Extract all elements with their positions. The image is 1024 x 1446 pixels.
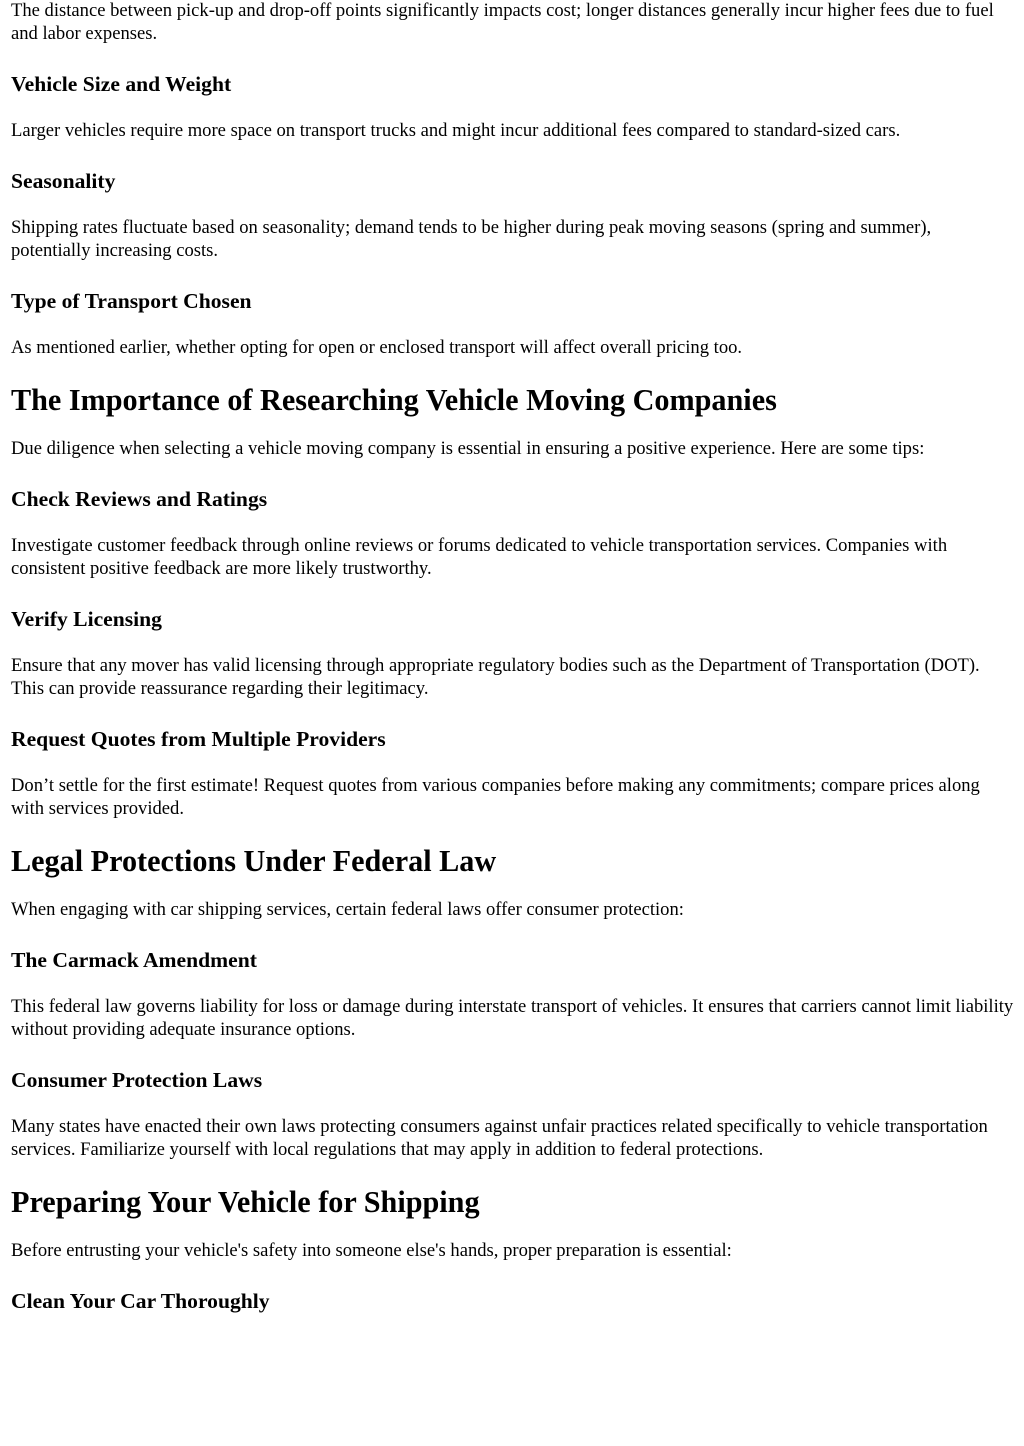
heading-seasonality: Seasonality xyxy=(11,169,116,193)
paragraph-consumer-protection-laws: Many states have enacted their own laws protecting consumers against unfair practices related specifically to vehicle transportation services. Familiarize yourself with local regulations that may apply in addition to federal protections. xyxy=(11,1116,988,1160)
article-body xyxy=(11,0,1015,1315)
paragraph-carmack-amendment: This federal law governs liability for loss or damage during interstate transport of vehicles. It ensures that carriers cannot limit liability without providing adequate insurance options. xyxy=(11,996,1014,1040)
paragraph-check-reviews: Investigate customer feedback through online reviews or forums dedicated to vehicle transportation services. Companies with consistent positive feedback are more likely trustworthy. xyxy=(11,535,948,579)
paragraph-distance: The distance between pick-up and drop-off points significantly impacts cost; longer distances generally incur higher fees due to fuel and labor expenses. xyxy=(11,0,994,44)
heading-consumer-protection-laws: Consumer Protection Laws xyxy=(11,1068,263,1092)
heading-researching-companies: The Importance of Researching Vehicle Moving Companies xyxy=(11,383,777,417)
paragraph-legal-protections: When engaging with car shipping services, certain federal laws offer consumer protection: xyxy=(11,899,684,920)
heading-preparing-vehicle: Preparing Your Vehicle for Shipping xyxy=(11,1185,480,1219)
heading-verify-licensing: Verify Licensing xyxy=(11,607,162,631)
paragraph-seasonality: Shipping rates fluctuate based on seasonality; demand tends to be higher during peak moving seasons (spring and summer), potentially increasing costs. xyxy=(11,217,932,261)
paragraph-request-quotes: Don’t settle for the first estimate! Request quotes from various companies before making any commitments; compare prices along with services provided. xyxy=(11,775,980,819)
heading-vehicle-size-weight: Vehicle Size and Weight xyxy=(11,72,232,96)
paragraph-transport-type: As mentioned earlier, whether opting for open or enclosed transport will affect overall pricing too. xyxy=(11,337,743,358)
heading-transport-type: Type of Transport Chosen xyxy=(11,289,252,313)
heading-carmack-amendment: The Carmack Amendment xyxy=(11,948,257,972)
paragraph-preparing-vehicle: Before entrusting your vehicle's safety into someone else's hands, proper preparation is essential: xyxy=(11,1240,732,1261)
paragraph-vehicle-size-weight: Larger vehicles require more space on transport trucks and might incur additional fees compared to standard-sized cars. xyxy=(11,120,901,141)
paragraph-verify-licensing: Ensure that any mover has valid licensing through appropriate regulatory bodies such as the Department of Transportation (DOT). This can provide reassurance regarding their legitimacy. xyxy=(11,655,980,699)
paragraph-researching-companies: Due diligence when selecting a vehicle moving company is essential in ensuring a positive experience. Here are some tips: xyxy=(11,438,925,459)
heading-legal-protections: Legal Protections Under Federal Law xyxy=(11,844,497,878)
heading-check-reviews: Check Reviews and Ratings xyxy=(11,487,268,511)
heading-clean-car: Clean Your Car Thoroughly xyxy=(11,1289,270,1313)
heading-request-quotes: Request Quotes from Multiple Providers xyxy=(11,727,386,751)
